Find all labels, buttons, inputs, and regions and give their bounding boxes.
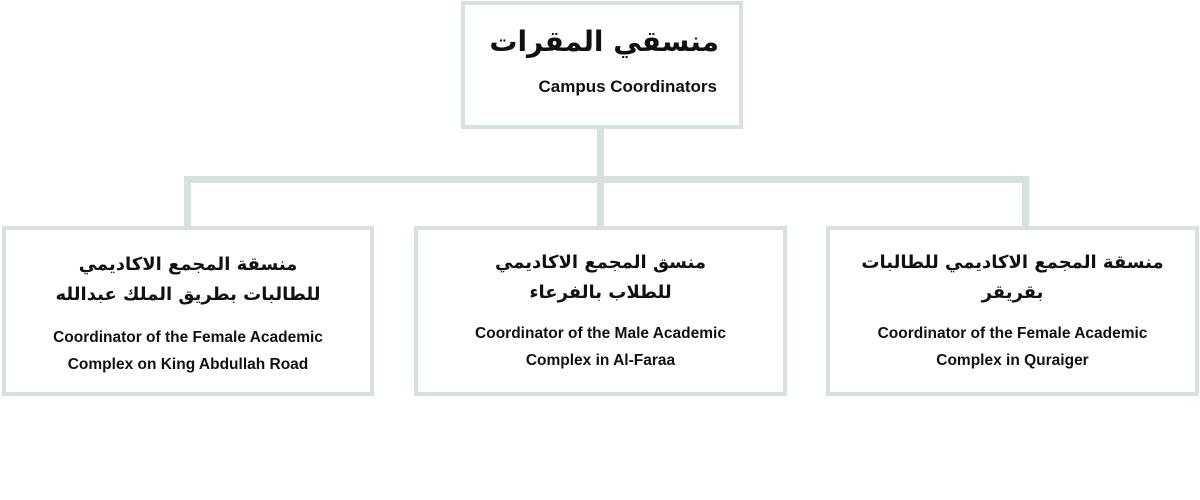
node-title-english: Coordinator of the Female Academic Complex in Quraiger (877, 325, 1148, 369)
root-title-english: Campus Coordinators (538, 77, 717, 96)
connector-horizontal-bar (184, 176, 1029, 183)
connector-middle-drop (597, 176, 604, 228)
node-title-english: Coordinator of the Female Academic Complex on King Abdullah Road (53, 329, 323, 373)
node-title-arabic: منسقة المجمع الاكاديمي للطالبات بقريقر (861, 252, 1164, 303)
node-male-complex-al-faraa (414, 226, 787, 396)
root-title-arabic: منسقي المقرات (489, 25, 719, 58)
node-title-arabic: منسقة المجمع الاكاديمي للطالبات بطريق الملك عبدالله (55, 254, 321, 305)
connector-right-drop (1022, 176, 1029, 228)
node-title-english: Coordinator of the Male Academic Complex in Al-Faraa (475, 325, 726, 369)
node-title-arabic: منسق المجمع الاكاديمي للطلاب بالفرعاء (495, 252, 706, 303)
connector-root-down (597, 129, 604, 180)
node-female-complex-king-abdullah-road (2, 226, 374, 396)
connector-left-drop (184, 176, 191, 228)
root-node-campus-coordinators (461, 1, 743, 129)
node-female-complex-quraiger (826, 226, 1199, 396)
